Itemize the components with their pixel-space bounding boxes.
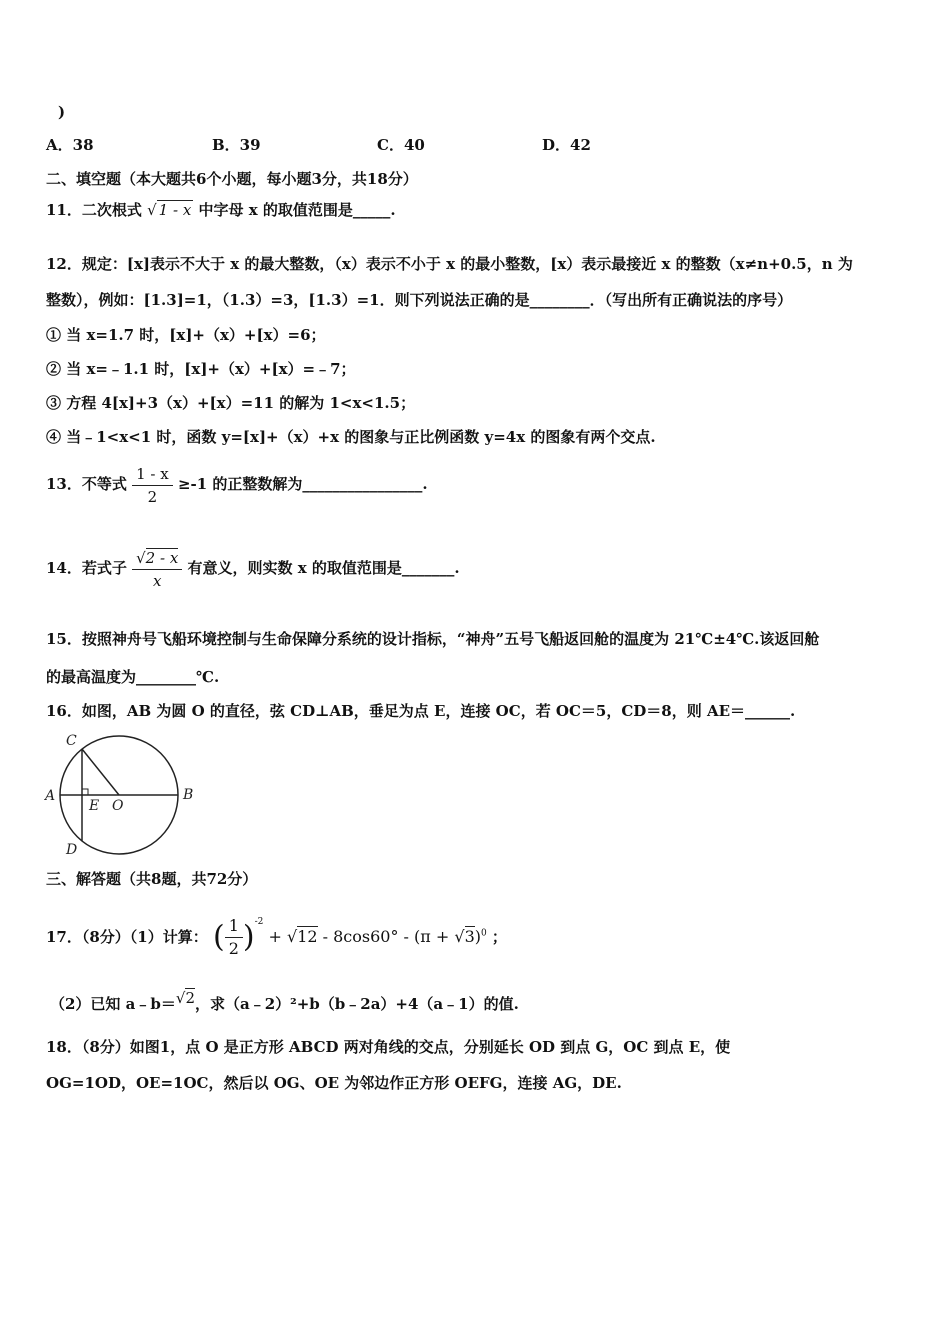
q14-prefix: 14．若式子 (46, 559, 127, 577)
q17-close: ) (474, 927, 482, 946)
option-b: B．39 (212, 136, 261, 154)
option-a: A．38 (46, 136, 94, 154)
q17-half-num: 1 (225, 915, 243, 938)
q11-radicand: 1 - x (158, 201, 192, 219)
q13-denominator: 2 (147, 487, 158, 506)
q17-prefix: 17．（8分）（1）计算： (46, 928, 208, 946)
q17-half (225, 915, 243, 960)
label-d: D (66, 842, 78, 858)
q14-denominator: x (152, 571, 162, 590)
question-14 (46, 546, 460, 592)
q17-exp-0: 0 (481, 928, 487, 939)
q17-rad-3: 3 (464, 927, 475, 946)
label-a: A (45, 788, 56, 804)
question-11 (46, 200, 396, 220)
q17-part2-suffix: ，求（a﹣2）²+b（b﹣2a）+4（a﹣1）的值. (194, 995, 519, 1013)
q11-suffix: 中字母 x 的取值范围是_____. (198, 201, 396, 219)
section-3-heading: 三、解答题（共8题，共72分） (46, 870, 258, 888)
q11-radical: √ 1 - x (147, 201, 192, 219)
question-17-part-1 (46, 900, 507, 960)
question-18-line-2: OG=1OD，OE=1OC，然后以 OG、OE 为邻边作正方形 OEFG，连接 AG，DE. (46, 1074, 622, 1092)
question-16: 16．如图，AB 为圆 O 的直径，弦 CD⊥AB，垂足为点 E，连接 OC，若 OC＝5，CD＝8，则 AE＝______. (46, 702, 796, 720)
section-2-heading: 二、填空题（本大题共6个小题，每小题3分，共18分） (46, 170, 418, 188)
q17-mid: - 8cos60° - (π + (317, 927, 455, 946)
q17-expression: ( $\frac{1}{2}$ )$^{-2} + √12 - 8\cos 60^\circ - (\pi + √3)^0$ (212, 916, 487, 958)
label-b: B (183, 787, 194, 803)
q13-fraction (132, 463, 173, 508)
q17-part2-radical: √2 (175, 989, 195, 1007)
q17-rad-12: 12 (297, 927, 318, 946)
question-17-part-2 (50, 988, 519, 1014)
q17-part2-radicand: 2 (185, 989, 195, 1007)
q14-fraction (132, 547, 182, 592)
circle-diagram (42, 733, 202, 858)
q17-part2-prefix: （2）已知 a﹣b＝ (50, 995, 176, 1013)
question-13 (46, 462, 428, 508)
question-18-line-1: 18．（8分）如图1，点 O 是正方形 ABCD 两对角线的交点，分别延长 OD 到点 G，OC 到点 E，使 (46, 1038, 731, 1056)
question-15-line-1: 15．按照神舟号飞船环境控制与生命保障分系统的设计指标，“神舟”五号飞船返回舱的温度为 21℃±4℃.该返回舱 (46, 630, 820, 648)
q14-suffix: 有意义，则实数 x 的取值范围是_______. (187, 559, 460, 577)
option-c: C．40 (377, 136, 425, 154)
q12-statement-4: ④ 当﹣1<x<1 时，函数 y=[x]+（x）+x 的图象与正比例函数 y=4x 的图象有两个交点. (46, 428, 656, 446)
q14-radicand: 2 - x (145, 548, 179, 567)
question-12-line-1: 12．规定：[x]表示不大于 x 的最大整数，（x）表示不小于 x 的最小整数，[x）表示最接近 x 的整数（x≠n+0.5，n 为 (46, 255, 853, 273)
label-o: O (112, 798, 124, 814)
q11-prefix: 11．二次根式 (46, 201, 142, 219)
q17-exp-neg2: -2 (254, 917, 264, 927)
label-e: E (89, 798, 100, 814)
top-paren: ) (58, 103, 66, 121)
q17-end: ； (491, 928, 507, 946)
q14-numerator: √2 - x (132, 547, 182, 570)
question-15-line-2: 的最高温度为________℃. (46, 668, 220, 686)
question-12-line-2: 整数），例如：[1.3]=1，（1.3）=3，[1.3）=1．则下列说法正确的是________．（写出所有正确说法的序号） (46, 291, 793, 309)
label-c: C (66, 733, 77, 749)
q13-suffix: ≥-1 的正整数解为________________. (177, 475, 428, 493)
option-d: D．42 (542, 136, 591, 154)
q13-numerator: 1 - x (132, 463, 173, 486)
q12-statement-1: ① 当 x=1.7 时，[x]+（x）+[x）=6； (46, 326, 326, 344)
q13-prefix: 13．不等式 (46, 475, 127, 493)
q17-half-den: 2 (228, 939, 239, 958)
q12-statement-3: ③ 方程 4[x]+3（x）+[x）=11 的解为 1<x<1.5； (46, 394, 416, 412)
q12-statement-2: ② 当 x=﹣1.1 时，[x]+（x）+[x）=﹣7； (46, 360, 356, 378)
q17-plus: + (268, 927, 282, 946)
